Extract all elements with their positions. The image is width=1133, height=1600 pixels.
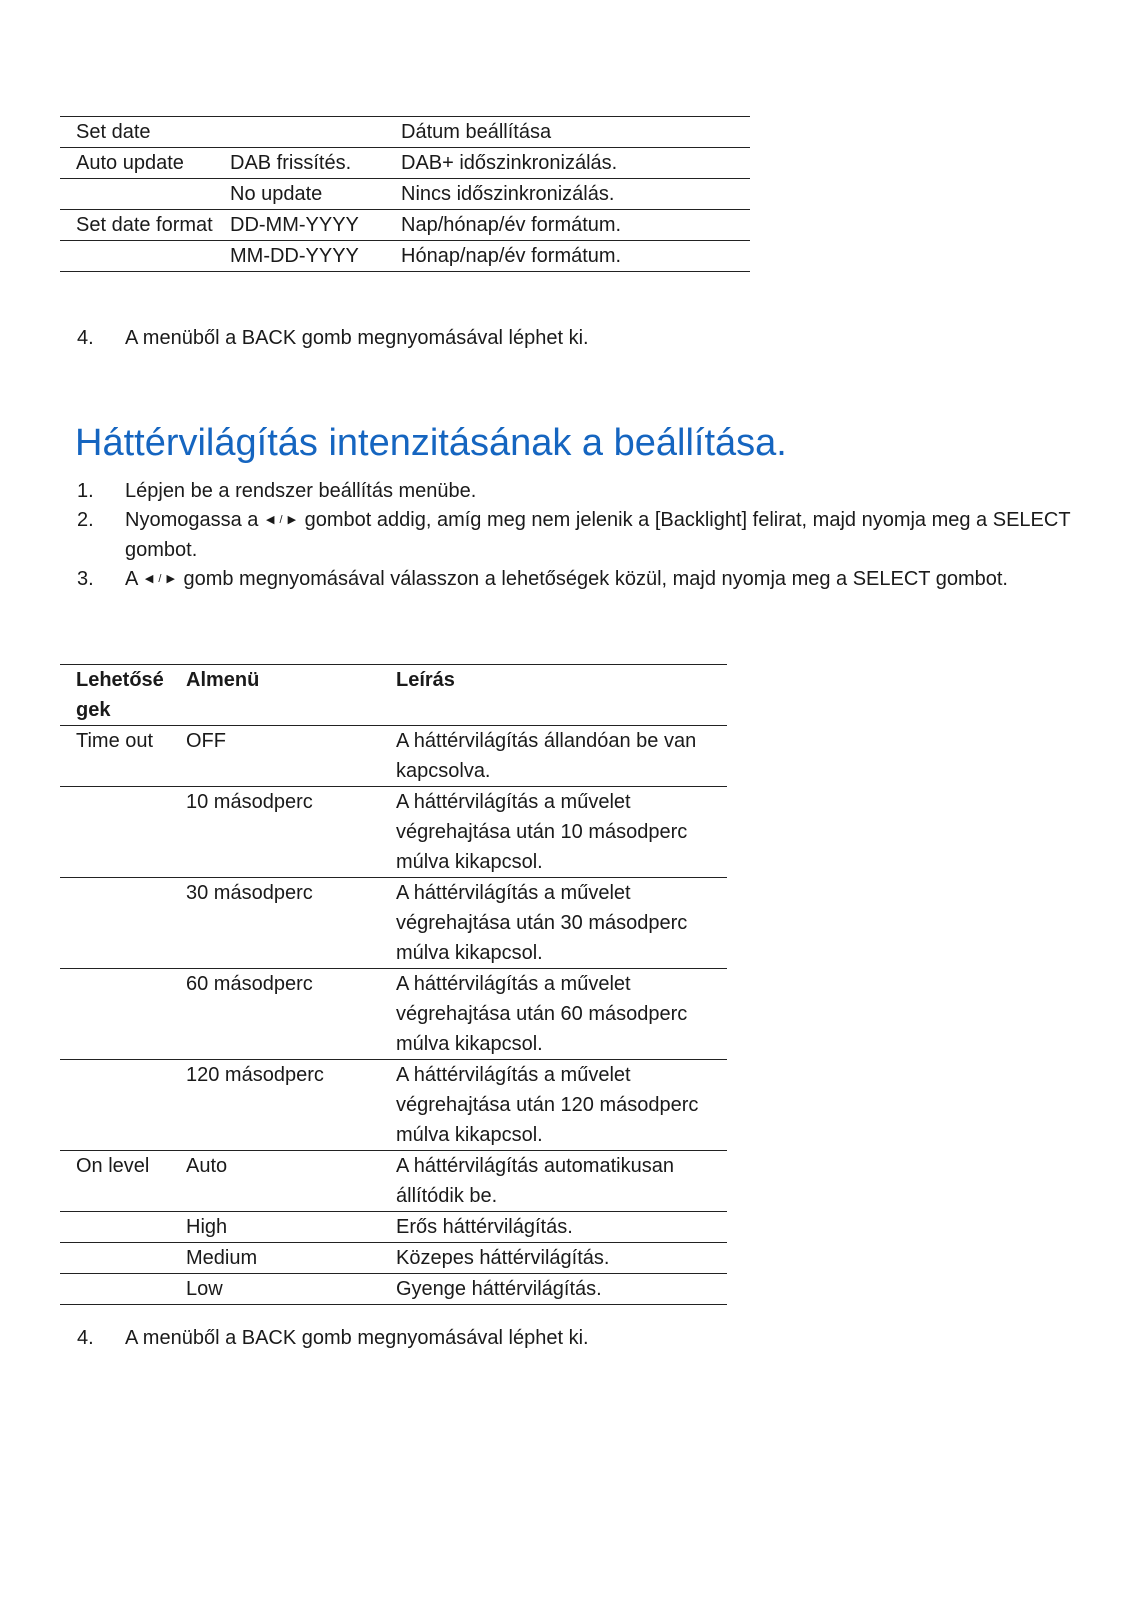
description-cell: Közepes háttérvilágítás. <box>396 1247 610 1269</box>
table-row <box>60 117 750 148</box>
submenu-cell: DD-MM-YYYY <box>230 214 359 236</box>
table-row <box>60 726 727 787</box>
table-row <box>60 1212 727 1243</box>
table-row <box>60 179 750 210</box>
step-text <box>125 505 1075 565</box>
description-cell: Dátum beállítása <box>401 121 552 143</box>
step-number: 2. <box>77 509 94 531</box>
step-text-post: gombot addig, amíg meg nem jelenik a [Backlight] felirat, majd nyomja meg a SELECT gombot. <box>125 509 1071 561</box>
option-cell <box>60 1212 170 1243</box>
submenu-cell: 60 másodperc <box>186 973 313 995</box>
step-number: 4. <box>77 327 94 349</box>
option-cell <box>60 1243 170 1274</box>
header-options: Lehetőségek <box>76 669 164 721</box>
option-cell <box>60 179 214 210</box>
submenu-cell: No update <box>230 183 323 205</box>
table-row <box>60 1243 727 1274</box>
description-cell: A háttérvilágítás a művelet végrehajtása után 60 másodperc múlva kikapcsol. <box>396 973 688 1055</box>
option-cell: Set date format <box>76 214 213 236</box>
step-number: 1. <box>77 480 94 502</box>
description-cell: Gyenge háttérvilágítás. <box>396 1278 602 1300</box>
submenu-cell: MM-DD-YYYY <box>230 245 359 267</box>
table-row <box>60 969 727 1060</box>
option-cell <box>60 1060 170 1151</box>
description-cell: A háttérvilágítás a művelet végrehajtása után 10 másodperc múlva kikapcsol. <box>396 791 688 873</box>
option-cell: Set date <box>76 121 151 143</box>
table-row <box>60 1151 727 1212</box>
submenu-cell: OFF <box>186 730 226 752</box>
description-cell: Nincs időszinkronizálás. <box>401 183 615 205</box>
step-text-post: gomb megnyomásával válasszon a lehetőségek közül, majd nyomja meg a SELECT gombot. <box>183 568 1008 590</box>
step-text: A menüből a BACK gomb megnyomásával léphet ki. <box>125 1327 589 1349</box>
table-row <box>60 210 750 241</box>
option-cell: Auto update <box>76 152 184 174</box>
table-header-row <box>60 665 727 726</box>
table-row <box>60 1274 727 1305</box>
description-cell: A háttérvilágítás a művelet végrehajtása után 30 másodperc múlva kikapcsol. <box>396 882 688 964</box>
description-cell: Hónap/nap/év formátum. <box>401 245 622 267</box>
submenu-cell: 10 másodperc <box>186 791 313 813</box>
step-text <box>125 564 1075 594</box>
submenu-cell: High <box>186 1216 228 1238</box>
step-text-pre: Nyomogassa a <box>125 509 259 531</box>
submenu-cell <box>214 117 385 148</box>
option-cell <box>60 241 214 272</box>
header-description: Leírás <box>396 669 455 691</box>
submenu-cell: Low <box>186 1278 223 1300</box>
step-text-pre: A <box>125 568 138 590</box>
section-heading: Háttérvilágítás intenzitásának a beállítása. <box>75 422 787 464</box>
option-cell <box>60 878 170 969</box>
date-settings-table <box>60 116 750 272</box>
step-number: 3. <box>77 568 94 590</box>
option-cell <box>60 969 170 1060</box>
submenu-cell: DAB frissítés. <box>230 152 352 174</box>
table-row <box>60 878 727 969</box>
submenu-cell: Medium <box>186 1247 258 1269</box>
option-cell <box>60 1274 170 1305</box>
option-cell: On level <box>76 1155 150 1177</box>
description-cell: DAB+ időszinkronizálás. <box>401 152 618 174</box>
option-cell: Time out <box>76 730 154 752</box>
step-number: 4. <box>77 1327 94 1349</box>
description-cell: A háttérvilágítás automatikusan állítódik be. <box>396 1155 674 1207</box>
submenu-cell: Auto <box>186 1155 228 1177</box>
left-right-arrow-icon: ◀ / ▶ <box>144 573 176 585</box>
header-submenu: Almenü <box>186 669 260 691</box>
left-right-arrow-icon: ◀ / ▶ <box>265 514 298 526</box>
option-cell <box>60 787 170 878</box>
table-row <box>60 1060 727 1151</box>
step-text: A menüből a BACK gomb megnyomásával léphet ki. <box>125 327 589 349</box>
table-row <box>60 148 750 179</box>
table-row <box>60 787 727 878</box>
submenu-cell: 120 másodperc <box>186 1064 324 1086</box>
description-cell: A háttérvilágítás állandóan be van kapcsolva. <box>396 730 697 782</box>
submenu-cell: 30 másodperc <box>186 882 313 904</box>
description-cell: Nap/hónap/év formátum. <box>401 214 622 236</box>
backlight-settings-table <box>60 664 727 1305</box>
description-cell: Erős háttérvilágítás. <box>396 1216 573 1238</box>
table-row <box>60 241 750 272</box>
step-text: Lépjen be a rendszer beállítás menübe. <box>125 480 477 502</box>
description-cell: A háttérvilágítás a művelet végrehajtása után 120 másodperc múlva kikapcsol. <box>396 1064 699 1146</box>
